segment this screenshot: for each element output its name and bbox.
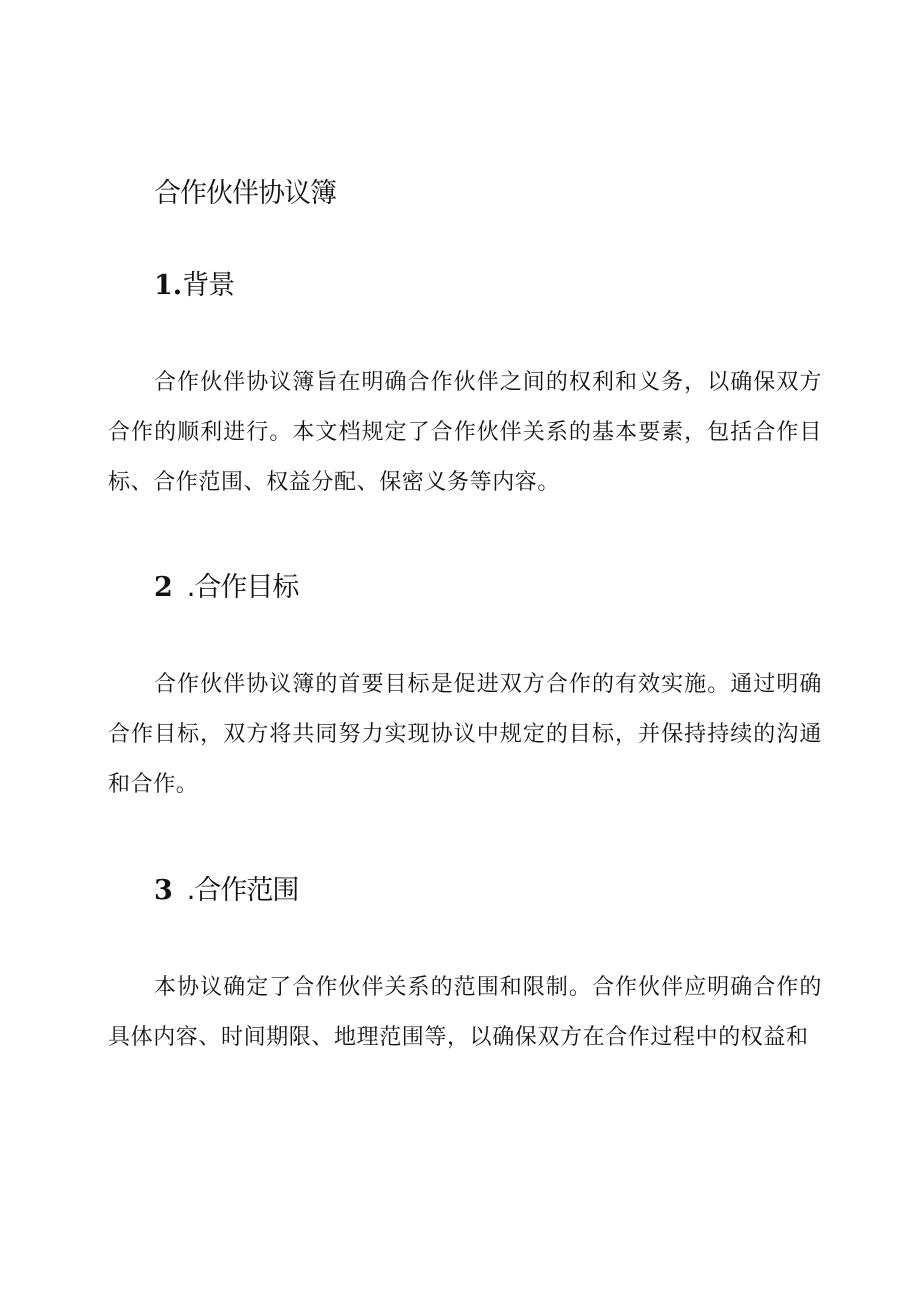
section-body-background: 合作伙伴协议簿旨在明确合作伙伴之间的权利和义务，以确保双方合作的顺利进行。本文档规定了合作伙伴关系的基本要素，包括合作目标、合作范围、权益分配、保密义务等内容。 [108,370,822,495]
section-heading-text: 背景 [182,270,235,301]
section-number: 2 [154,572,173,603]
section-heading-goals [154,568,298,608]
document-title: 合作伙伴协议簿 [154,178,336,209]
section-heading-scope [154,871,298,911]
section-body-scope: 本协议确定了合作伙伴关系的范围和限制。合作伙伴应明确合作的具体内容、时间期限、地理范围等，以确保双方在合作过程中的权益和 [108,975,822,1050]
section-number: 1. [154,270,183,301]
section-heading-text: .合作目标 [186,572,299,603]
section-heading-text: .合作范围 [186,875,299,906]
section-number: 3 [154,875,173,906]
section-body-goals: 合作伙伴协议簿的首要目标是促进双方合作的有效实施。通过明确合作目标，双方将共同努力实现协议中规定的目标，并保持持续的沟通和合作。 [108,672,822,797]
section-heading-background [154,266,234,306]
